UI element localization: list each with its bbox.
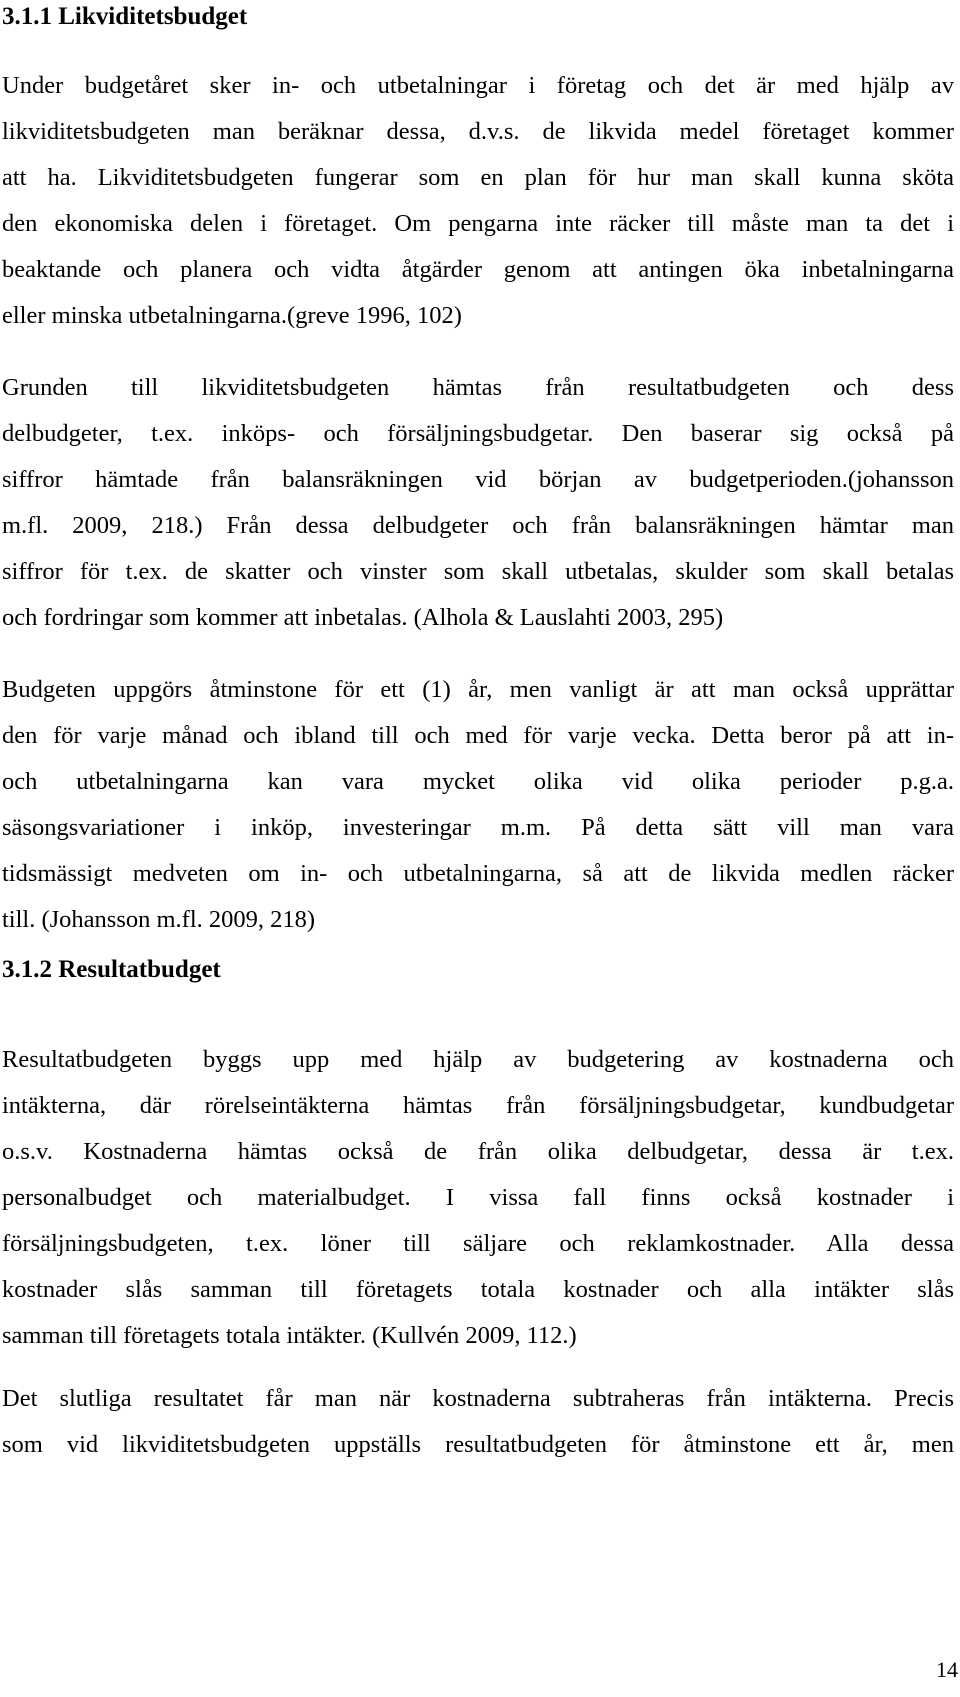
text-line: Budgeten uppgörs åtminstone för ett (1) år, men vanligt är att man också upprättar	[2, 676, 954, 703]
text-line: Under budgetåret sker in- och utbetalningar i företag och det är med hjälp av	[2, 72, 954, 99]
text-line: att ha. Likviditetsbudgeten fungerar som en plan för hur man skall kunna sköta	[2, 164, 954, 191]
text-line: och utbetalningarna kan vara mycket olika vid olika perioder p.g.a.	[2, 768, 954, 795]
text-line: till. (Johansson m.fl. 2009, 218)	[2, 906, 316, 933]
text-line: beaktande och planera och vidta åtgärder genom att antingen öka inbetalningarna	[2, 256, 954, 283]
text-line: personalbudget och materialbudget. I vissa fall finns också kostnader i	[2, 1184, 954, 1211]
paragraph-resultatbudget-intro	[2, 1037, 954, 1359]
text-line: och fordringar som kommer att inbetalas. (Alhola & Lauslahti 2003, 295)	[2, 604, 724, 631]
text-line: tidsmässigt medveten om in- och utbetalningarna, så att de likvida medlen räcker	[2, 860, 954, 887]
paragraph-likviditetsbudget-intro	[2, 63, 954, 339]
text-line: likviditetsbudgeten man beräknar dessa, d.v.s. de likvida medel företaget kommer	[2, 118, 954, 145]
section-heading-resultatbudget: 3.1.2 Resultatbudget	[2, 956, 221, 983]
paragraph-likviditetsbudget-sources	[2, 365, 954, 641]
text-line: eller minska utbetalningarna.(greve 1996, 102)	[2, 302, 462, 329]
text-line: kostnader slås samman till företagets totala kostnader och alla intäkter slås	[2, 1276, 954, 1303]
text-line: delbudgeter, t.ex. inköps- och försäljningsbudgetar. Den baserar sig också på	[2, 420, 954, 447]
text-line: samman till företagets totala intäkter. (Kullvén 2009, 112.)	[2, 1322, 577, 1349]
text-line: siffror för t.ex. de skatter och vinster som skall utbetalas, skulder som skall betalas	[2, 558, 954, 585]
text-line: som vid likviditetsbudgeten uppställs resultatbudgeten för åtminstone ett år, men	[2, 1431, 954, 1458]
text-line: m.fl. 2009, 218.) Från dessa delbudgeter och från balansräkningen hämtar man	[2, 512, 954, 539]
text-line: den ekonomiska delen i företaget. Om pengarna inte räcker till måste man ta det i	[2, 210, 954, 237]
text-line: siffror hämtade från balansräkningen vid början av budgetperioden.(johansson	[2, 466, 954, 493]
section-heading-likviditetsbudget: 3.1.1 Likviditetsbudget	[2, 3, 248, 30]
text-line: säsongsvariationer i inköp, investeringar m.m. På detta sätt vill man vara	[2, 814, 954, 841]
text-line: Det slutliga resultatet får man när kostnaderna subtraheras från intäkterna. Precis	[2, 1385, 954, 1412]
page-number: 14	[936, 1657, 958, 1682]
text-line: intäkterna, där rörelseintäkterna hämtas från försäljningsbudgetar, kundbudgetar	[2, 1092, 954, 1119]
text-line: Resultatbudgeten byggs upp med hjälp av budgetering av kostnaderna och	[2, 1046, 954, 1073]
text-line: försäljningsbudgeten, t.ex. löner till säljare och reklamkostnader. Alla dessa	[2, 1230, 954, 1257]
text-line: o.s.v. Kostnaderna hämtas också de från olika delbudgetar, dessa är t.ex.	[2, 1138, 954, 1165]
text-line: den för varje månad och ibland till och med för varje vecka. Detta beror på att in-	[2, 722, 954, 749]
paragraph-resultatbudget-result	[2, 1376, 954, 1468]
text-line: Grunden till likviditetsbudgeten hämtas från resultatbudgeten och dess	[2, 374, 954, 401]
paragraph-likviditetsbudget-period	[2, 667, 954, 943]
